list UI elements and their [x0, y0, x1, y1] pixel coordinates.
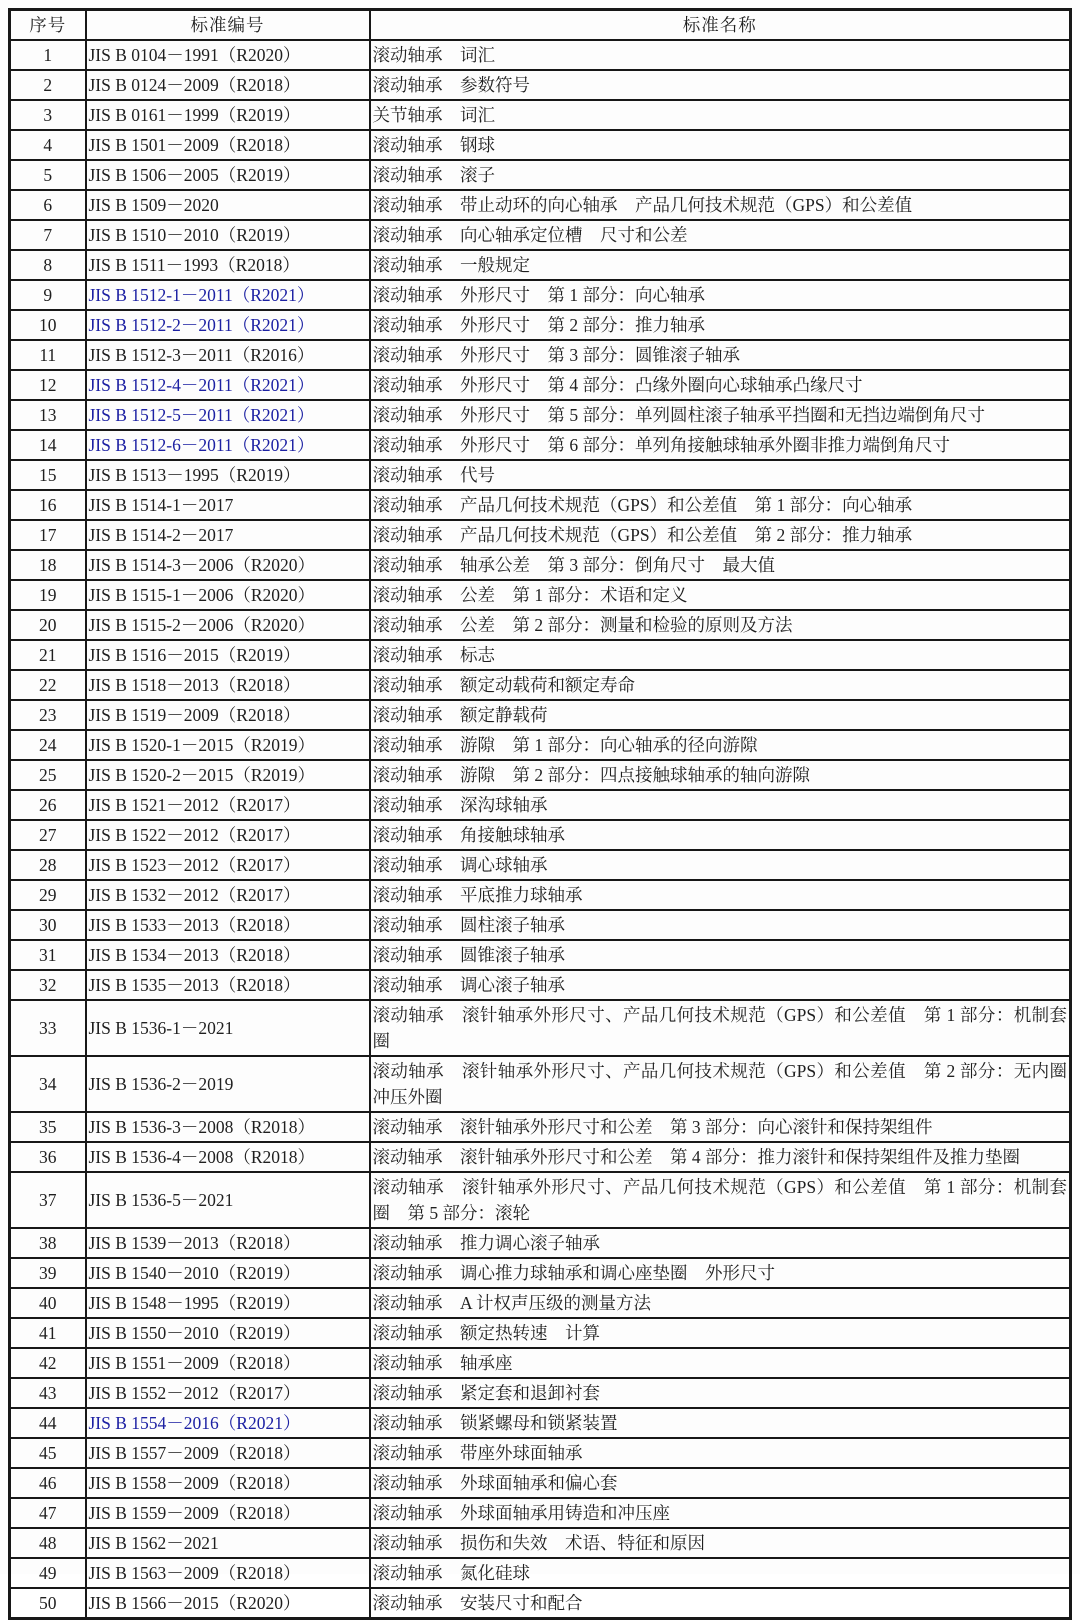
standard-code-cell: JIS B 1513－1995（R2019） — [86, 460, 370, 490]
standard-name-cell: 滚动轴承 代号 — [370, 460, 1071, 490]
table-row — [10, 370, 1071, 400]
table-row — [10, 1000, 1071, 1056]
row-number-cell: 13 — [10, 400, 86, 430]
table-row — [10, 700, 1071, 730]
standard-code-cell: JIS B 1533－2013（R2018） — [86, 910, 370, 940]
table-row — [10, 190, 1071, 220]
standard-code-cell: JIS B 1559－2009（R2018） — [86, 1498, 370, 1528]
table-row — [10, 1056, 1071, 1112]
standard-name-cell: 滚动轴承 安装尺寸和配合 — [370, 1588, 1071, 1619]
row-number-cell: 50 — [10, 1588, 86, 1619]
standard-name-cell: 滚动轴承 紧定套和退卸衬套 — [370, 1378, 1071, 1408]
standard-name-cell: 滚动轴承 外形尺寸 第 6 部分：单列角接触球轴承外圈非推力端倒角尺寸 — [370, 430, 1071, 460]
standard-code-cell: JIS B 1536-5－2021 — [86, 1172, 370, 1228]
row-number-cell: 21 — [10, 640, 86, 670]
row-number-cell: 28 — [10, 850, 86, 880]
row-number-cell: 5 — [10, 160, 86, 190]
row-number-cell: 18 — [10, 550, 86, 580]
row-number-cell: 17 — [10, 520, 86, 550]
standard-name-cell: 滚动轴承 向心轴承定位槽 尺寸和公差 — [370, 220, 1071, 250]
header-standard-name: 标准名称 — [370, 10, 1071, 41]
standard-code-cell: JIS B 1509－2020 — [86, 190, 370, 220]
row-number-cell: 44 — [10, 1408, 86, 1438]
standard-code-cell: JIS B 1514-2－2017 — [86, 520, 370, 550]
row-number-cell: 48 — [10, 1528, 86, 1558]
standard-code-cell: JIS B 1514-3－2006（R2020） — [86, 550, 370, 580]
row-number-cell: 45 — [10, 1438, 86, 1468]
standard-code-cell: JIS B 1550－2010（R2019） — [86, 1318, 370, 1348]
row-number-cell: 10 — [10, 310, 86, 340]
standard-name-cell: 滚动轴承 外形尺寸 第 3 部分：圆锥滚子轴承 — [370, 340, 1071, 370]
standard-name-cell: 滚动轴承 外球面轴承用铸造和冲压座 — [370, 1498, 1071, 1528]
standard-name-cell: 滚动轴承 一般规定 — [370, 250, 1071, 280]
table-row — [10, 1528, 1071, 1558]
row-number-cell: 14 — [10, 430, 86, 460]
row-number-cell: 23 — [10, 700, 86, 730]
table-row — [10, 70, 1071, 100]
row-number-cell: 7 — [10, 220, 86, 250]
standard-name-cell: 滚动轴承 额定热转速 计算 — [370, 1318, 1071, 1348]
row-number-cell: 6 — [10, 190, 86, 220]
table-row — [10, 580, 1071, 610]
standard-name-cell: 滚动轴承 额定静载荷 — [370, 700, 1071, 730]
standard-name-cell: 滚动轴承 钢球 — [370, 130, 1071, 160]
table-row — [10, 100, 1071, 130]
standard-code-cell: JIS B 1548－1995（R2019） — [86, 1288, 370, 1318]
standard-code-cell: JIS B 1536-1－2021 — [86, 1000, 370, 1056]
table-row — [10, 520, 1071, 550]
row-number-cell: 43 — [10, 1378, 86, 1408]
table-row — [10, 790, 1071, 820]
row-number-cell: 42 — [10, 1348, 86, 1378]
table-row — [10, 970, 1071, 1000]
standard-name-cell: 滚动轴承 圆柱滚子轴承 — [370, 910, 1071, 940]
table-row — [10, 1408, 1071, 1438]
standard-code-cell: JIS B 1552－2012（R2017） — [86, 1378, 370, 1408]
standard-name-cell: 滚动轴承 调心滚子轴承 — [370, 970, 1071, 1000]
standard-code-cell: JIS B 1557－2009（R2018） — [86, 1438, 370, 1468]
standard-name-cell: 滚动轴承 角接触球轴承 — [370, 820, 1071, 850]
row-number-cell: 11 — [10, 340, 86, 370]
standard-code-cell: JIS B 1558－2009（R2018） — [86, 1468, 370, 1498]
standard-name-cell: 滚动轴承 滚针轴承外形尺寸、产品几何技术规范（GPS）和公差值 第 2 部分：无内圈冲压外圈 — [370, 1056, 1071, 1112]
standard-code-cell: JIS B 1516－2015（R2019） — [86, 640, 370, 670]
row-number-cell: 30 — [10, 910, 86, 940]
standard-name-cell: 滚动轴承 滚针轴承外形尺寸和公差 第 4 部分：推力滚针和保持架组件及推力垫圈 — [370, 1142, 1071, 1172]
standard-name-cell: 滚动轴承 圆锥滚子轴承 — [370, 940, 1071, 970]
standard-code-cell: JIS B 1536-4－2008（R2018） — [86, 1142, 370, 1172]
table-row — [10, 1288, 1071, 1318]
standard-code-cell: JIS B 1536-3－2008（R2018） — [86, 1112, 370, 1142]
row-number-cell: 36 — [10, 1142, 86, 1172]
row-number-cell: 8 — [10, 250, 86, 280]
table-row — [10, 430, 1071, 460]
table-row — [10, 220, 1071, 250]
table-row — [10, 1558, 1071, 1588]
table-row — [10, 730, 1071, 760]
table-row — [10, 1468, 1071, 1498]
table-row — [10, 670, 1071, 700]
standard-code-cell: JIS B 1522－2012（R2017） — [86, 820, 370, 850]
row-number-cell: 1 — [10, 40, 86, 70]
standard-name-cell: 滚动轴承 带座外球面轴承 — [370, 1438, 1071, 1468]
standard-code-cell: JIS B 1515-1－2006（R2020） — [86, 580, 370, 610]
standard-name-cell: 滚动轴承 游隙 第 1 部分：向心轴承的径向游隙 — [370, 730, 1071, 760]
row-number-cell: 29 — [10, 880, 86, 910]
table-row — [10, 310, 1071, 340]
table-row — [10, 1348, 1071, 1378]
standard-code-cell: JIS B 0104－1991（R2020） — [86, 40, 370, 70]
standard-code-cell: JIS B 0124－2009（R2018） — [86, 70, 370, 100]
table-row — [10, 130, 1071, 160]
header-serial-number: 序号 — [10, 10, 86, 41]
standard-code-cell: JIS B 0161－1999（R2019） — [86, 100, 370, 130]
standard-name-cell: 关节轴承 词汇 — [370, 100, 1071, 130]
standard-name-cell: 滚动轴承 游隙 第 2 部分：四点接触球轴承的轴向游隙 — [370, 760, 1071, 790]
standard-name-cell: 滚动轴承 带止动环的向心轴承 产品几何技术规范（GPS）和公差值 — [370, 190, 1071, 220]
standard-name-cell: 滚动轴承 深沟球轴承 — [370, 790, 1071, 820]
standard-code-cell: JIS B 1514-1－2017 — [86, 490, 370, 520]
header-standard-code: 标准编号 — [86, 10, 370, 41]
standard-code-cell: JIS B 1501－2009（R2018） — [86, 130, 370, 160]
standard-name-cell: 滚动轴承 轴承公差 第 3 部分：倒角尺寸 最大值 — [370, 550, 1071, 580]
standard-code-cell: JIS B 1512-2－2011（R2021） — [86, 310, 370, 340]
standard-code-cell: JIS B 1534－2013（R2018） — [86, 940, 370, 970]
table-row — [10, 1112, 1071, 1142]
row-number-cell: 49 — [10, 1558, 86, 1588]
standard-code-cell: JIS B 1511－1993（R2018） — [86, 250, 370, 280]
standard-code-cell: JIS B 1523－2012（R2017） — [86, 850, 370, 880]
table-row — [10, 1498, 1071, 1528]
row-number-cell: 3 — [10, 100, 86, 130]
standard-name-cell: 滚动轴承 滚子 — [370, 160, 1071, 190]
standard-name-cell: 滚动轴承 额定动载荷和额定寿命 — [370, 670, 1071, 700]
standard-name-cell: 滚动轴承 词汇 — [370, 40, 1071, 70]
table-row — [10, 1318, 1071, 1348]
standard-code-cell: JIS B 1521－2012（R2017） — [86, 790, 370, 820]
row-number-cell: 39 — [10, 1258, 86, 1288]
standard-code-cell: JIS B 1535－2013（R2018） — [86, 970, 370, 1000]
standard-name-cell: 滚动轴承 滚针轴承外形尺寸、产品几何技术规范（GPS）和公差值 第 1 部分：机制套圈 — [370, 1000, 1071, 1056]
table-row — [10, 490, 1071, 520]
row-number-cell: 4 — [10, 130, 86, 160]
table-row — [10, 640, 1071, 670]
row-number-cell: 24 — [10, 730, 86, 760]
row-number-cell: 33 — [10, 1000, 86, 1056]
standard-name-cell: 滚动轴承 参数符号 — [370, 70, 1071, 100]
table-row — [10, 880, 1071, 910]
standard-name-cell: 滚动轴承 外形尺寸 第 4 部分：凸缘外圈向心球轴承凸缘尺寸 — [370, 370, 1071, 400]
table-row — [10, 1378, 1071, 1408]
standard-name-cell: 滚动轴承 氮化硅球 — [370, 1558, 1071, 1588]
table-row — [10, 400, 1071, 430]
standard-code-cell: JIS B 1512-3－2011（R2016） — [86, 340, 370, 370]
row-number-cell: 35 — [10, 1112, 86, 1142]
table-row — [10, 1438, 1071, 1468]
standard-name-cell: 滚动轴承 平底推力球轴承 — [370, 880, 1071, 910]
row-number-cell: 26 — [10, 790, 86, 820]
standard-code-cell: JIS B 1566－2015（R2020） — [86, 1588, 370, 1619]
table-row — [10, 340, 1071, 370]
table-row — [10, 250, 1071, 280]
standard-name-cell: 滚动轴承 调心球轴承 — [370, 850, 1071, 880]
standard-code-cell: JIS B 1540－2010（R2019） — [86, 1258, 370, 1288]
standard-name-cell: 滚动轴承 标志 — [370, 640, 1071, 670]
table-row — [10, 1228, 1071, 1258]
table-row — [10, 940, 1071, 970]
standard-code-cell: JIS B 1518－2013（R2018） — [86, 670, 370, 700]
standard-name-cell: 滚动轴承 滚针轴承外形尺寸和公差 第 3 部分：向心滚针和保持架组件 — [370, 1112, 1071, 1142]
table-row — [10, 1258, 1071, 1288]
table-row — [10, 1588, 1071, 1619]
row-number-cell: 2 — [10, 70, 86, 100]
table-row — [10, 910, 1071, 940]
standard-code-cell: JIS B 1532－2012（R2017） — [86, 880, 370, 910]
row-number-cell: 19 — [10, 580, 86, 610]
table-row — [10, 820, 1071, 850]
row-number-cell: 16 — [10, 490, 86, 520]
row-number-cell: 34 — [10, 1056, 86, 1112]
standard-name-cell: 滚动轴承 A 计权声压级的测量方法 — [370, 1288, 1071, 1318]
table-row — [10, 280, 1071, 310]
standard-name-cell: 滚动轴承 公差 第 1 部分：术语和定义 — [370, 580, 1071, 610]
row-number-cell: 20 — [10, 610, 86, 640]
table-row — [10, 610, 1071, 640]
standard-code-cell: JIS B 1519－2009（R2018） — [86, 700, 370, 730]
standard-name-cell: 滚动轴承 滚针轴承外形尺寸、产品几何技术规范（GPS）和公差值 第 1 部分：机制套圈 第 5 部分：滚轮 — [370, 1172, 1071, 1228]
standard-code-cell: JIS B 1515-2－2006（R2020） — [86, 610, 370, 640]
standard-name-cell: 滚动轴承 推力调心滚子轴承 — [370, 1228, 1071, 1258]
table-row — [10, 460, 1071, 490]
standard-code-cell: JIS B 1563－2009（R2018） — [86, 1558, 370, 1588]
standard-code-cell: JIS B 1539－2013（R2018） — [86, 1228, 370, 1258]
table-row — [10, 1172, 1071, 1228]
row-number-cell: 37 — [10, 1172, 86, 1228]
row-number-cell: 38 — [10, 1228, 86, 1258]
standard-name-cell: 滚动轴承 外形尺寸 第 1 部分：向心轴承 — [370, 280, 1071, 310]
table-row — [10, 160, 1071, 190]
standard-name-cell: 滚动轴承 锁紧螺母和锁紧装置 — [370, 1408, 1071, 1438]
standard-code-cell: JIS B 1551－2009（R2018） — [86, 1348, 370, 1378]
row-number-cell: 31 — [10, 940, 86, 970]
standard-code-cell: JIS B 1510－2010（R2019） — [86, 220, 370, 250]
standard-code-cell: JIS B 1512-6－2011（R2021） — [86, 430, 370, 460]
row-number-cell: 32 — [10, 970, 86, 1000]
table-header-row — [10, 10, 1071, 41]
standard-name-cell: 滚动轴承 产品几何技术规范（GPS）和公差值 第 2 部分：推力轴承 — [370, 520, 1071, 550]
row-number-cell: 22 — [10, 670, 86, 700]
standard-name-cell: 滚动轴承 外球面轴承和偏心套 — [370, 1468, 1071, 1498]
standard-name-cell: 滚动轴承 调心推力球轴承和调心座垫圈 外形尺寸 — [370, 1258, 1071, 1288]
row-number-cell: 15 — [10, 460, 86, 490]
standard-code-cell: JIS B 1536-2－2019 — [86, 1056, 370, 1112]
standard-code-cell: JIS B 1512-4－2011（R2021） — [86, 370, 370, 400]
standard-name-cell: 滚动轴承 外形尺寸 第 2 部分：推力轴承 — [370, 310, 1071, 340]
standard-code-cell: JIS B 1520-1－2015（R2019） — [86, 730, 370, 760]
table-row — [10, 760, 1071, 790]
table-row — [10, 550, 1071, 580]
table-body — [10, 40, 1071, 1619]
standard-code-cell: JIS B 1506－2005（R2019） — [86, 160, 370, 190]
row-number-cell: 41 — [10, 1318, 86, 1348]
standard-name-cell: 滚动轴承 损伤和失效 术语、特征和原因 — [370, 1528, 1071, 1558]
table-row — [10, 40, 1071, 70]
standard-name-cell: 滚动轴承 轴承座 — [370, 1348, 1071, 1378]
row-number-cell: 12 — [10, 370, 86, 400]
row-number-cell: 46 — [10, 1468, 86, 1498]
row-number-cell: 47 — [10, 1498, 86, 1528]
standard-code-cell: JIS B 1554－2016（R2021） — [86, 1408, 370, 1438]
standard-name-cell: 滚动轴承 产品几何技术规范（GPS）和公差值 第 1 部分：向心轴承 — [370, 490, 1071, 520]
row-number-cell: 25 — [10, 760, 86, 790]
standard-code-cell: JIS B 1520-2－2015（R2019） — [86, 760, 370, 790]
standard-name-cell: 滚动轴承 公差 第 2 部分：测量和检验的原则及方法 — [370, 610, 1071, 640]
row-number-cell: 27 — [10, 820, 86, 850]
table-row — [10, 850, 1071, 880]
standard-code-cell: JIS B 1512-5－2011（R2021） — [86, 400, 370, 430]
standard-code-cell: JIS B 1562－2021 — [86, 1528, 370, 1558]
table-row — [10, 1142, 1071, 1172]
standard-code-cell: JIS B 1512-1－2011（R2021） — [86, 280, 370, 310]
jis-standards-table — [8, 8, 1072, 1620]
row-number-cell: 40 — [10, 1288, 86, 1318]
row-number-cell: 9 — [10, 280, 86, 310]
standard-name-cell: 滚动轴承 外形尺寸 第 5 部分：单列圆柱滚子轴承平挡圈和无挡边端倒角尺寸 — [370, 400, 1071, 430]
